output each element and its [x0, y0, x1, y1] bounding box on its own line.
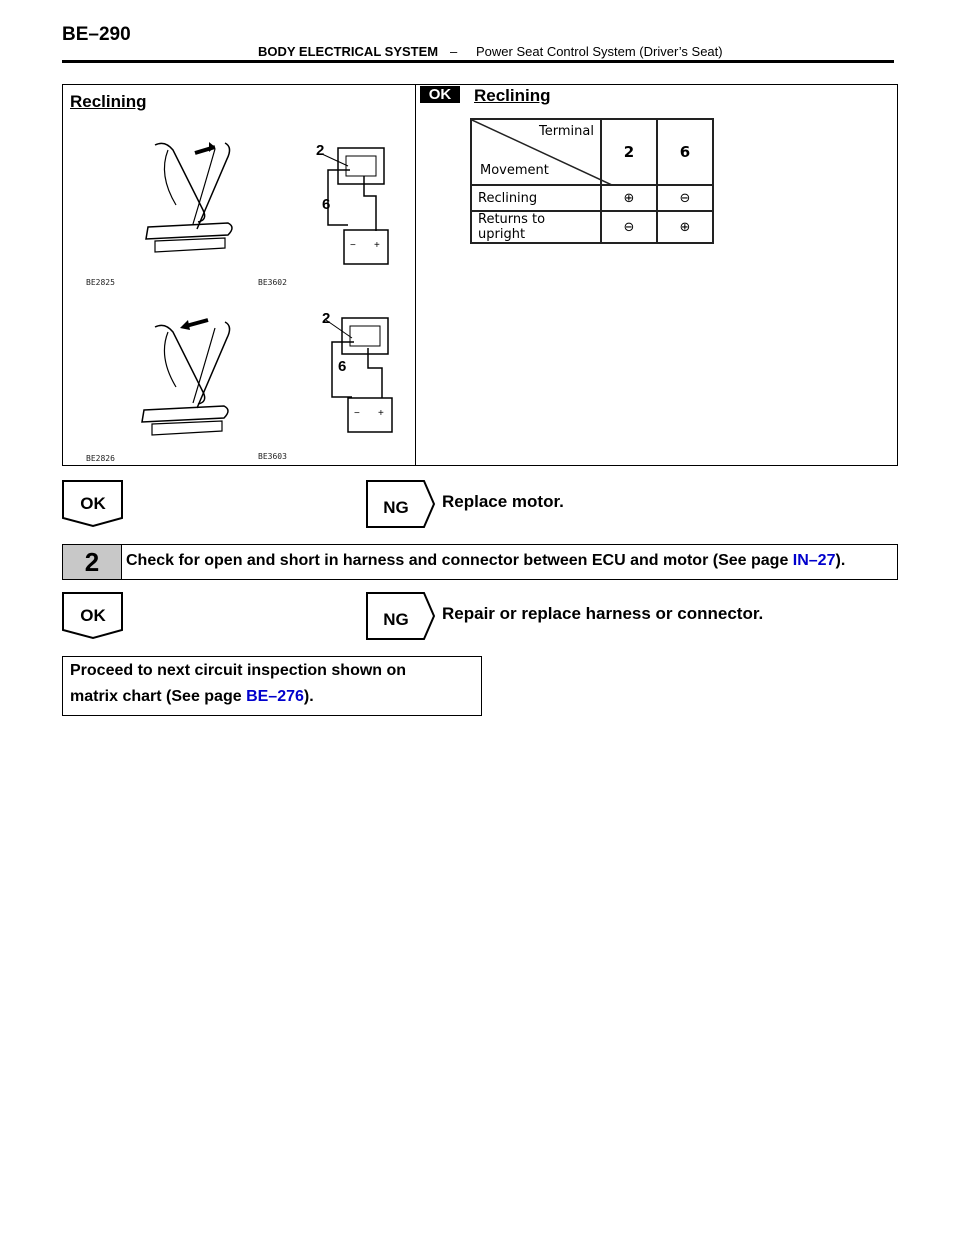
proceed-line-2 [70, 688, 314, 706]
ng-label: NG [383, 610, 409, 629]
terminal-2-label: 2 [316, 142, 325, 159]
corner-movement-label: Movement [480, 163, 549, 178]
table-cell: ⊖ [601, 211, 657, 243]
table-corner-cell [471, 119, 601, 185]
proceed-text: matrix chart (See page [70, 688, 247, 705]
terminal-6-label: 6 [322, 196, 331, 213]
ng-tag [366, 480, 436, 537]
page-link[interactable]: BE–276 [246, 688, 304, 705]
figure-code: BE3603 [258, 452, 287, 461]
left-panel-title: Reclining [70, 92, 147, 111]
table-header-cell: 2 [601, 119, 657, 185]
ok-tag [62, 592, 124, 645]
proceed-text-end: ). [303, 688, 314, 705]
step-number: 2 [62, 544, 122, 580]
svg-text:−: − [350, 240, 356, 251]
step-text-end: ). [835, 552, 846, 569]
table-cell: ⊕ [657, 211, 713, 243]
figure-code: BE2826 [86, 454, 115, 463]
section-subtitle: Power Seat Control System (Driver’s Seat) [476, 44, 723, 59]
corner-terminal-label: Terminal [539, 124, 594, 139]
terminal-6-label: 6 [338, 358, 347, 375]
step-text [126, 552, 845, 570]
figure-code: BE3602 [258, 278, 287, 287]
table-row-label: Reclining [471, 185, 601, 211]
table-cell: ⊕ [601, 185, 657, 211]
table-cell: ⊖ [657, 185, 713, 211]
page-link[interactable]: IN–27 [792, 552, 836, 569]
terminal-2-label: 2 [322, 310, 331, 327]
ok-label: OK [80, 494, 106, 513]
right-panel-title: Reclining [474, 86, 551, 105]
section-separator: – [450, 44, 458, 59]
ng-label: NG [383, 498, 409, 517]
ok-tag [62, 480, 124, 533]
table-row [471, 185, 713, 211]
svg-text:+: + [374, 240, 380, 251]
ok-badge: OK [420, 86, 460, 103]
table-header-cell: 6 [657, 119, 713, 185]
svg-text:−: − [354, 408, 360, 419]
seat-recline-illustration [130, 135, 240, 265]
table-row-label: Returns to upright [471, 211, 601, 243]
figure-code: BE2825 [86, 278, 115, 287]
figure-box-divider [415, 84, 416, 465]
ng-action: Replace motor. [442, 492, 564, 511]
svg-text:+: + [378, 408, 384, 419]
motor-connector-diagram [312, 312, 402, 442]
ng-action: Repair or replace harness or connector. [442, 604, 764, 623]
header-rule [62, 60, 894, 63]
step-text-main: Check for open and short in harness and connector between ECU and motor (See page [126, 552, 793, 569]
page-number: BE–290 [62, 24, 131, 45]
section-title: BODY ELECTRICAL SYSTEM [258, 44, 439, 59]
table-row [471, 211, 713, 243]
ng-tag [366, 592, 436, 649]
ok-label: OK [80, 606, 106, 625]
seat-upright-illustration [130, 312, 240, 442]
proceed-line-1: Proceed to next circuit inspection shown on [70, 662, 407, 679]
continuity-table [470, 118, 714, 244]
